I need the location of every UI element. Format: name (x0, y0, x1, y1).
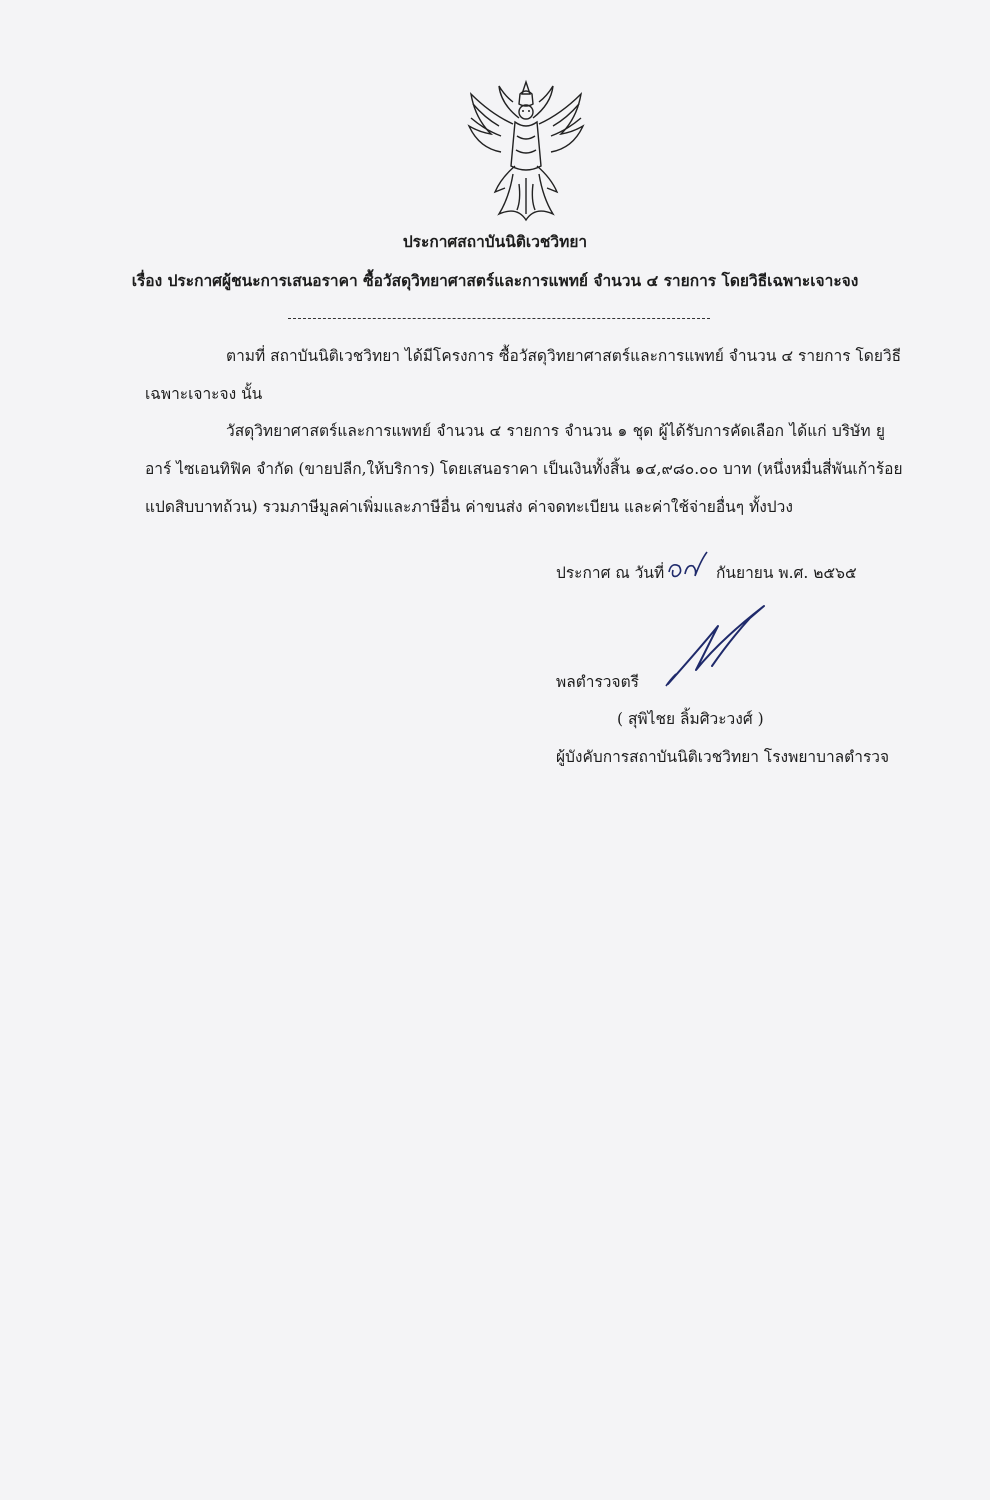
document-subject: เรื่อง ประกาศผู้ชนะการเสนอราคา ซื้อวัสดุวิทยาศาสตร์และการแพทย์ จำนวน ๔ รายการ โดยวิธีเฉพาะเจาะจง (131, 271, 859, 290)
signer-name: ( สุพิไชย ลิ้มศิวะวงศ์ ) (617, 710, 764, 728)
dashed-divider (288, 318, 710, 319)
signature-scribble (660, 600, 775, 695)
handwritten-date-mark (665, 548, 715, 584)
date-prefix: ประกาศ ณ วันที่ (556, 564, 665, 582)
paragraph1-line2: เฉพาะเจาะจง นั้น (145, 385, 263, 403)
paragraph2-line3: แปดสิบบาทถ้วน) รวมภาษีมูลค่าเพิ่มและภาษีอื่น ค่าขนส่ง ค่าจดทะเบียน และค่าใช้จ่ายอื่นๆ ทั้งปวง (145, 498, 793, 516)
paragraph2-line1: วัสดุวิทยาศาสตร์และการแพทย์ จำนวน ๔ รายการ จำนวน ๑ ชุด ผู้ได้รับการคัดเลือก ได้แก่ บริษัท ยู (226, 422, 885, 440)
date-suffix: กันยายน พ.ศ. ๒๕๖๕ (716, 564, 857, 582)
garuda-emblem-icon (461, 74, 591, 224)
paragraph2-line2: อาร์ ไซเอนทิฟิค จำกัด (ขายปลีก,ให้บริการ) โดยเสนอราคา เป็นเงินทั้งสิ้น ๑๔,๙๘๐.๐๐ บาท (หนึ่งหมื่นสี่พันเก้าร้อย (145, 460, 903, 478)
signer-rank: พลตำรวจตรี (556, 673, 639, 691)
document-title: ประกาศสถาบันนิติเวชวิทยา (402, 232, 588, 251)
paragraph1-line1: ตามที่ สถาบันนิติเวชวิทยา ได้มีโครงการ ซื้อวัสดุวิทยาศาสตร์และการแพทย์ จำนวน ๔ รายการ โดยวิธี (226, 347, 902, 365)
signer-position: ผู้บังคับการสถาบันนิติเวชวิทยา โรงพยาบาลตำรวจ (556, 748, 890, 766)
